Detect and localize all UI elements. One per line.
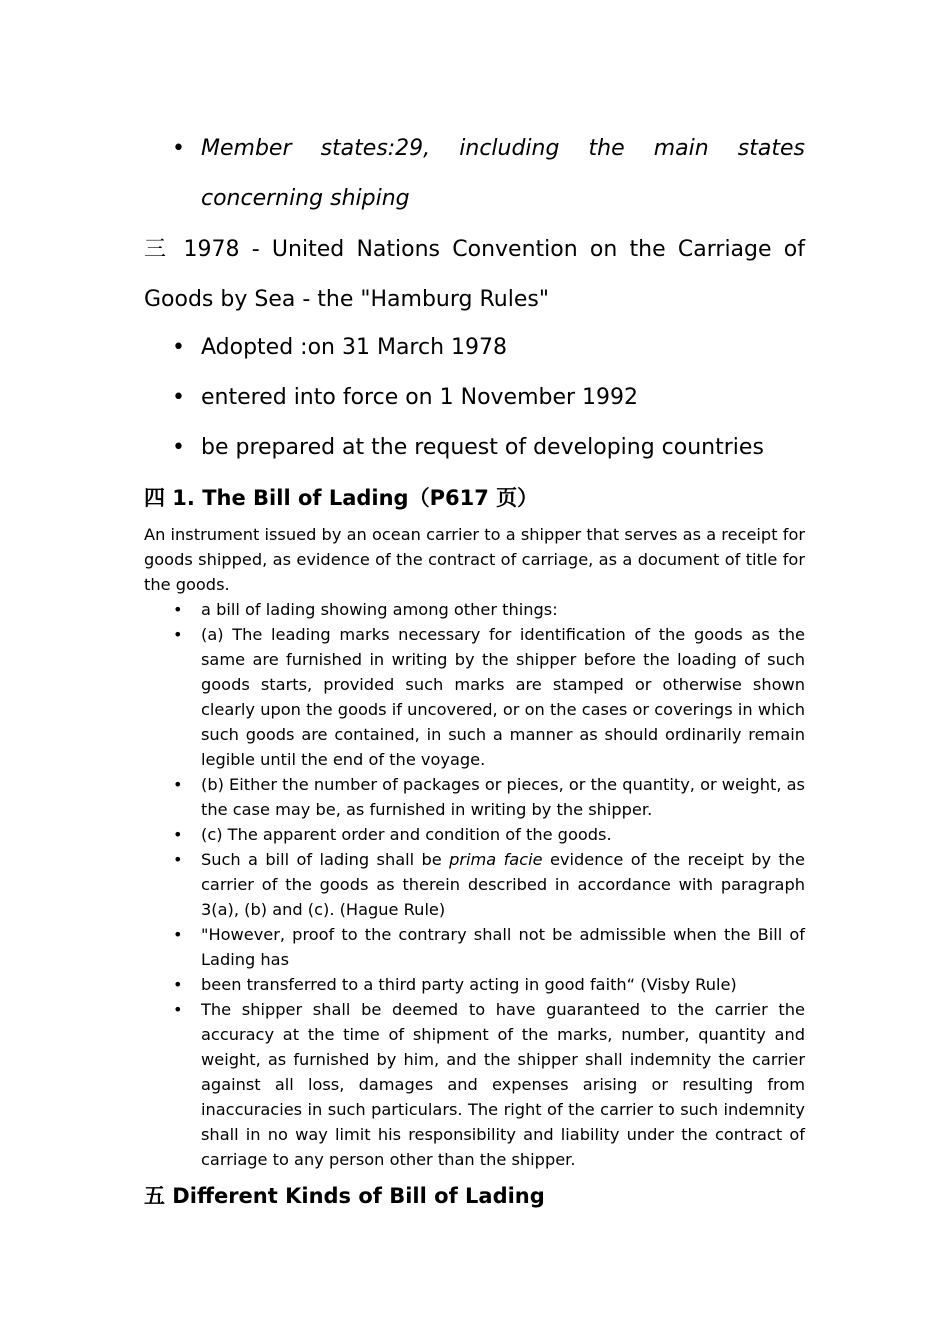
section-four-heading: 四 1. The Bill of Lading（P617 页） [144,486,539,510]
list-item [144,972,805,997]
list-item-text: a bill of lading showing among other things: [201,600,558,619]
bill-of-lading-definition: An instrument issued by an ocean carrier to a shipper that serves as a receipt for goods shipped, as evidence of the contract of carriage, as a document of title for the goods. [144,525,805,594]
list-item [144,847,805,922]
list-item [144,423,805,473]
list-item [144,124,805,224]
section-three-heading: 三 1978 - United Nations Convention on the Carriage of Goods by Sea - the "Hamburg Rules" [144,237,805,312]
list-item-text: be prepared at the request of developing countries [201,435,764,460]
list-item-text-before: Such a bill of lading shall be [201,850,450,869]
list-item [144,922,805,972]
list-item-text: "However, proof to the contrary shall not be admissible when the Bill of Lading has [201,925,805,969]
list-item [144,772,805,822]
bill-of-lading-list [144,597,805,1172]
list-item-text: Member states:29, including the main states concerning shiping [201,136,805,211]
hamburg-rules-list [144,323,805,473]
list-item-text: (a) The leading marks necessary for identification of the goods as the same are furnished in writing by the shipper before the loading of such goods starts, provided such marks are stamped or otherwise shown clearly upon the goods if uncovered, or on the cases or coverings in which such goods are contained, in such a manner as should ordinarily remain legible until the end of the voyage. [201,625,805,769]
list-item-text: (b) Either the number of packages or pieces, or the quantity, or weight, as the case may be, as furnished in writing by the shipper. [201,775,805,819]
list-item-text: entered into force on 1 November 1992 [201,385,639,410]
prima-facie-emphasis: prima facie [449,850,543,869]
list-item-text: Adopted :on 31 March 1978 [201,335,508,360]
list-item [144,597,805,622]
list-item-text: The shipper shall be deemed to have guaranteed to the carrier the accuracy at the time of shipment of the marks, number, quantity and weight, as furnished by him, and the shipper shall indemnity the carrier against all loss, damages and expenses arising or resulting from inaccuracies in such particulars. The right of the carrier to such indemnity shall in no way limit his responsibility and liability under the contract of carriage to any person other than the shipper. [201,1000,805,1169]
list-item [144,323,805,373]
list-item [144,822,805,847]
member-states-list [144,124,805,224]
section-five-heading: 五 Different Kinds of Bill of Lading [144,1184,545,1208]
list-item-text: (c) The apparent order and condition of the goods. [201,825,612,844]
list-item-text: been transferred to a third party acting in good faith“ (Visby Rule) [201,975,737,994]
list-item [144,997,805,1172]
list-item [144,373,805,423]
list-item-text-after: evidence of the receipt by the carrier of the goods as therein described in accordance with paragraph 3(a), (b) and (c). (Hague Rule) [201,850,805,919]
list-item [144,622,805,772]
